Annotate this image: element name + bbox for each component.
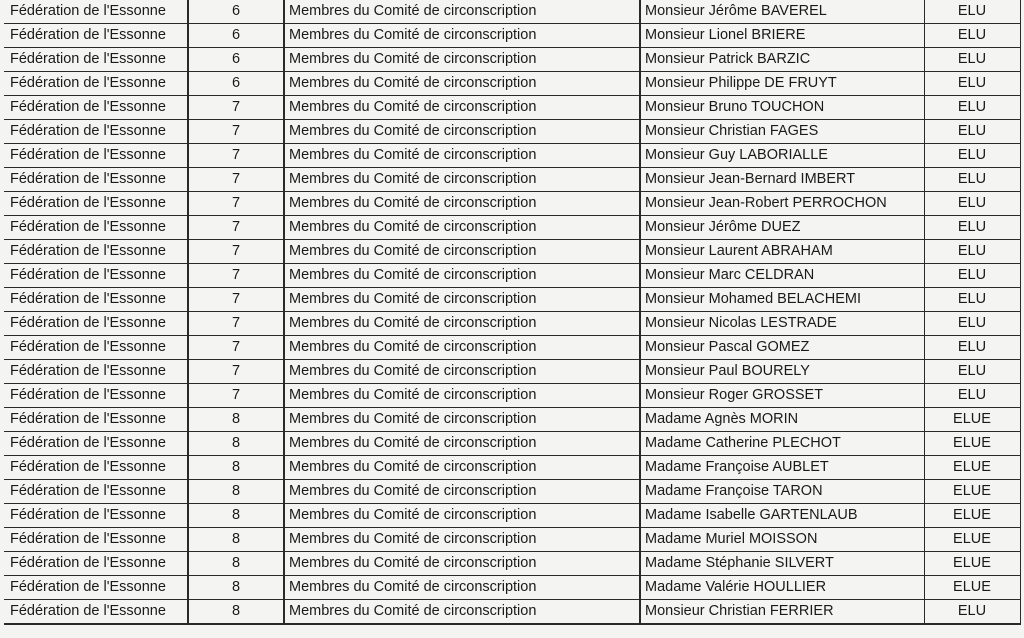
table-row xyxy=(4,288,1020,312)
role-cell: Membres du Comité de circonscription xyxy=(284,576,640,600)
status-cell: ELU xyxy=(924,144,1020,168)
circonscription-cell: 6 xyxy=(188,48,284,72)
status-cell: ELU xyxy=(924,600,1020,625)
table-row xyxy=(4,216,1020,240)
member-name-cell: Monsieur Jérôme DUEZ xyxy=(640,216,924,240)
status-cell: ELU xyxy=(924,360,1020,384)
member-name-cell: Monsieur Lionel BRIERE xyxy=(640,24,924,48)
circonscription-cell: 7 xyxy=(188,312,284,336)
status-cell: ELU xyxy=(924,120,1020,144)
table-row xyxy=(4,120,1020,144)
status-cell: ELU xyxy=(924,384,1020,408)
circonscription-cell: 8 xyxy=(188,432,284,456)
status-cell: ELU xyxy=(924,24,1020,48)
table-row xyxy=(4,96,1020,120)
member-name-cell: Madame Valérie HOULLIER xyxy=(640,576,924,600)
circonscription-cell: 7 xyxy=(188,384,284,408)
role-cell: Membres du Comité de circonscription xyxy=(284,504,640,528)
status-cell: ELU xyxy=(924,0,1020,24)
circonscription-cell: 8 xyxy=(188,600,284,625)
federation-cell: Fédération de l'Essonne xyxy=(4,360,188,384)
role-cell: Membres du Comité de circonscription xyxy=(284,552,640,576)
table-row xyxy=(4,72,1020,96)
member-name-cell: Monsieur Paul BOURELY xyxy=(640,360,924,384)
federation-cell: Fédération de l'Essonne xyxy=(4,216,188,240)
role-cell: Membres du Comité de circonscription xyxy=(284,144,640,168)
member-name-cell: Monsieur Philippe DE FRUYT xyxy=(640,72,924,96)
member-name-cell: Monsieur Nicolas LESTRADE xyxy=(640,312,924,336)
status-cell: ELU xyxy=(924,240,1020,264)
table-row xyxy=(4,384,1020,408)
circonscription-cell: 6 xyxy=(188,0,284,24)
circonscription-cell: 7 xyxy=(188,264,284,288)
role-cell: Membres du Comité de circonscription xyxy=(284,600,640,625)
federation-cell: Fédération de l'Essonne xyxy=(4,576,188,600)
federation-cell: Fédération de l'Essonne xyxy=(4,72,188,96)
table-row xyxy=(4,144,1020,168)
member-name-cell: Monsieur Bruno TOUCHON xyxy=(640,96,924,120)
member-name-cell: Madame Stéphanie SILVERT xyxy=(640,552,924,576)
table-row xyxy=(4,48,1020,72)
status-cell: ELUE xyxy=(924,576,1020,600)
role-cell: Membres du Comité de circonscription xyxy=(284,384,640,408)
member-name-cell: Monsieur Jean-Bernard IMBERT xyxy=(640,168,924,192)
table-row xyxy=(4,336,1020,360)
role-cell: Membres du Comité de circonscription xyxy=(284,480,640,504)
table-row xyxy=(4,600,1020,625)
circonscription-cell: 7 xyxy=(188,216,284,240)
circonscription-cell: 8 xyxy=(188,528,284,552)
table-row xyxy=(4,432,1020,456)
status-cell: ELU xyxy=(924,48,1020,72)
status-cell: ELU xyxy=(924,216,1020,240)
member-name-cell: Monsieur Mohamed BELACHEMI xyxy=(640,288,924,312)
member-name-cell: Madame Françoise TARON xyxy=(640,480,924,504)
table-row xyxy=(4,552,1020,576)
table-row xyxy=(4,24,1020,48)
member-name-cell: Monsieur Christian FERRIER xyxy=(640,600,924,625)
federation-cell: Fédération de l'Essonne xyxy=(4,24,188,48)
table-row xyxy=(4,408,1020,432)
role-cell: Membres du Comité de circonscription xyxy=(284,72,640,96)
status-cell: ELU xyxy=(924,336,1020,360)
circonscription-cell: 6 xyxy=(188,72,284,96)
status-cell: ELU xyxy=(924,168,1020,192)
status-cell: ELUE xyxy=(924,480,1020,504)
member-name-cell: Monsieur Jérôme BAVEREL xyxy=(640,0,924,24)
status-cell: ELU xyxy=(924,72,1020,96)
role-cell: Membres du Comité de circonscription xyxy=(284,528,640,552)
role-cell: Membres du Comité de circonscription xyxy=(284,24,640,48)
federation-cell: Fédération de l'Essonne xyxy=(4,168,188,192)
federation-cell: Fédération de l'Essonne xyxy=(4,336,188,360)
role-cell: Membres du Comité de circonscription xyxy=(284,216,640,240)
role-cell: Membres du Comité de circonscription xyxy=(284,192,640,216)
table-row xyxy=(4,528,1020,552)
table-row xyxy=(4,168,1020,192)
circonscription-cell: 8 xyxy=(188,576,284,600)
federation-cell: Fédération de l'Essonne xyxy=(4,312,188,336)
members-table-body xyxy=(4,0,1020,624)
member-name-cell: Monsieur Marc CELDRAN xyxy=(640,264,924,288)
status-cell: ELUE xyxy=(924,456,1020,480)
circonscription-cell: 7 xyxy=(188,288,284,312)
federation-cell: Fédération de l'Essonne xyxy=(4,144,188,168)
table-row xyxy=(4,0,1020,24)
role-cell: Membres du Comité de circonscription xyxy=(284,96,640,120)
member-name-cell: Monsieur Patrick BARZIC xyxy=(640,48,924,72)
table-row xyxy=(4,264,1020,288)
member-name-cell: Madame Isabelle GARTENLAUB xyxy=(640,504,924,528)
circonscription-cell: 8 xyxy=(188,504,284,528)
role-cell: Membres du Comité de circonscription xyxy=(284,432,640,456)
federation-cell: Fédération de l'Essonne xyxy=(4,504,188,528)
table-row xyxy=(4,312,1020,336)
federation-cell: Fédération de l'Essonne xyxy=(4,288,188,312)
federation-cell: Fédération de l'Essonne xyxy=(4,192,188,216)
federation-cell: Fédération de l'Essonne xyxy=(4,48,188,72)
members-table xyxy=(4,0,1021,625)
federation-cell: Fédération de l'Essonne xyxy=(4,240,188,264)
status-cell: ELU xyxy=(924,96,1020,120)
role-cell: Membres du Comité de circonscription xyxy=(284,288,640,312)
member-name-cell: Monsieur Christian FAGES xyxy=(640,120,924,144)
table-row xyxy=(4,456,1020,480)
federation-cell: Fédération de l'Essonne xyxy=(4,96,188,120)
member-name-cell: Madame Françoise AUBLET xyxy=(640,456,924,480)
status-cell: ELUE xyxy=(924,528,1020,552)
table-row xyxy=(4,360,1020,384)
status-cell: ELUE xyxy=(924,552,1020,576)
role-cell: Membres du Comité de circonscription xyxy=(284,0,640,24)
table-row xyxy=(4,480,1020,504)
status-cell: ELU xyxy=(924,288,1020,312)
circonscription-cell: 7 xyxy=(188,120,284,144)
member-name-cell: Monsieur Pascal GOMEZ xyxy=(640,336,924,360)
member-name-cell: Monsieur Laurent ABRAHAM xyxy=(640,240,924,264)
federation-cell: Fédération de l'Essonne xyxy=(4,600,188,625)
status-cell: ELU xyxy=(924,264,1020,288)
members-sheet xyxy=(4,0,1020,625)
federation-cell: Fédération de l'Essonne xyxy=(4,0,188,24)
table-row xyxy=(4,504,1020,528)
status-cell: ELU xyxy=(924,312,1020,336)
member-name-cell: Monsieur Jean-Robert PERROCHON xyxy=(640,192,924,216)
status-cell: ELU xyxy=(924,192,1020,216)
role-cell: Membres du Comité de circonscription xyxy=(284,336,640,360)
role-cell: Membres du Comité de circonscription xyxy=(284,264,640,288)
circonscription-cell: 7 xyxy=(188,192,284,216)
role-cell: Membres du Comité de circonscription xyxy=(284,240,640,264)
circonscription-cell: 7 xyxy=(188,360,284,384)
federation-cell: Fédération de l'Essonne xyxy=(4,120,188,144)
role-cell: Membres du Comité de circonscription xyxy=(284,168,640,192)
federation-cell: Fédération de l'Essonne xyxy=(4,552,188,576)
status-cell: ELUE xyxy=(924,408,1020,432)
federation-cell: Fédération de l'Essonne xyxy=(4,528,188,552)
circonscription-cell: 8 xyxy=(188,408,284,432)
federation-cell: Fédération de l'Essonne xyxy=(4,384,188,408)
role-cell: Membres du Comité de circonscription xyxy=(284,120,640,144)
status-cell: ELUE xyxy=(924,504,1020,528)
status-cell: ELUE xyxy=(924,432,1020,456)
member-name-cell: Madame Agnès MORIN xyxy=(640,408,924,432)
table-row xyxy=(4,576,1020,600)
circonscription-cell: 7 xyxy=(188,144,284,168)
federation-cell: Fédération de l'Essonne xyxy=(4,480,188,504)
member-name-cell: Madame Muriel MOISSON xyxy=(640,528,924,552)
role-cell: Membres du Comité de circonscription xyxy=(284,360,640,384)
federation-cell: Fédération de l'Essonne xyxy=(4,432,188,456)
federation-cell: Fédération de l'Essonne xyxy=(4,456,188,480)
table-row xyxy=(4,192,1020,216)
federation-cell: Fédération de l'Essonne xyxy=(4,264,188,288)
member-name-cell: Madame Catherine PLECHOT xyxy=(640,432,924,456)
federation-cell: Fédération de l'Essonne xyxy=(4,408,188,432)
circonscription-cell: 8 xyxy=(188,552,284,576)
table-row xyxy=(4,240,1020,264)
circonscription-cell: 8 xyxy=(188,456,284,480)
circonscription-cell: 7 xyxy=(188,336,284,360)
circonscription-cell: 8 xyxy=(188,480,284,504)
member-name-cell: Monsieur Guy LABORIALLE xyxy=(640,144,924,168)
member-name-cell: Monsieur Roger GROSSET xyxy=(640,384,924,408)
circonscription-cell: 7 xyxy=(188,168,284,192)
role-cell: Membres du Comité de circonscription xyxy=(284,312,640,336)
role-cell: Membres du Comité de circonscription xyxy=(284,456,640,480)
role-cell: Membres du Comité de circonscription xyxy=(284,408,640,432)
role-cell: Membres du Comité de circonscription xyxy=(284,48,640,72)
circonscription-cell: 6 xyxy=(188,24,284,48)
circonscription-cell: 7 xyxy=(188,96,284,120)
circonscription-cell: 7 xyxy=(188,240,284,264)
